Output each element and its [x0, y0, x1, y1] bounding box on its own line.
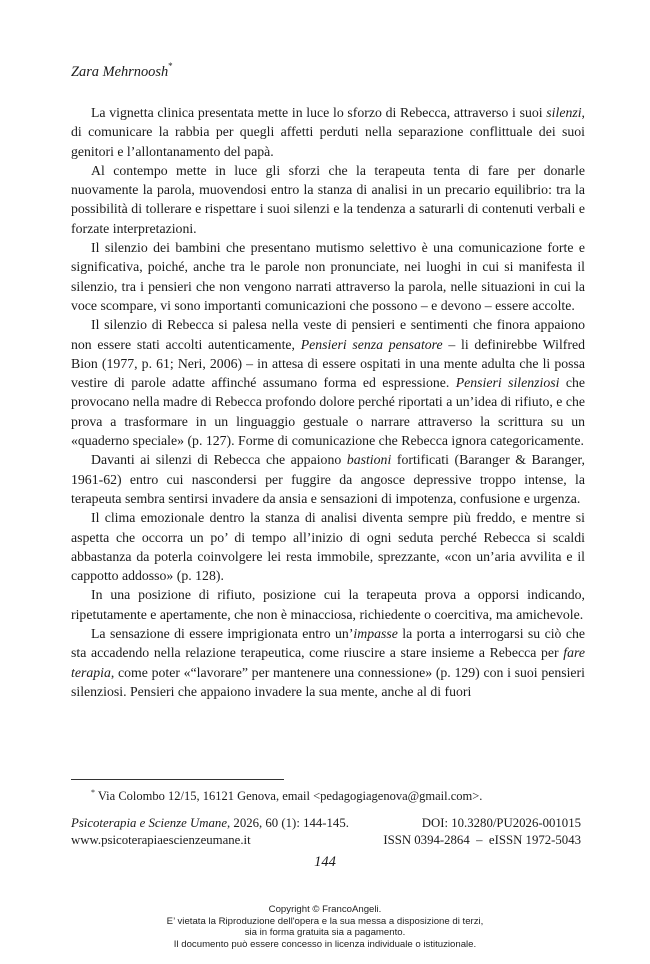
italic-text: silenzi: [546, 105, 582, 120]
paragraph: [71, 508, 585, 585]
issn: ISSN 0394-2864 – eISSN 1972-5043: [383, 833, 581, 847]
page-number: 144: [314, 854, 336, 870]
text-run: , di comunicare la rabbia per quegli affetti perduti nella separazione conflittuale dei suoi genitori e l’allontanamento del papà.: [71, 105, 585, 159]
text-run: La sensazione di essere imprigionata entro un’: [91, 626, 354, 642]
doi: DOI: 10.3280/PU2026-001015: [421, 816, 581, 830]
paragraph: [71, 585, 585, 624]
journal-citation: Psicoterapia e Scienze Umane, 2026, 60 (1): 144-145.: [71, 816, 349, 830]
text-run: che provocano nella madre di Rebecca profondo dolore perché riportati a un’idea di rifiuto, e che prova a trasformare in un linguaggio gestuale o narrare attraverso la scrittura su un «quaderno speciale» (p. 127). Forme di comunicazione che Rebecca ignora categoricamente.: [71, 375, 585, 449]
copyright-notice: [0, 904, 650, 950]
paragraph: [71, 103, 585, 161]
copyright-line: Copyright © FrancoAngeli.: [268, 904, 382, 915]
text-run: Al contempo mette in luce gli sforzi che la terapeuta tenta di fare per donarle nuovamente la parola, muovendosi entro la stanza di analisi in un precario equilibrio: tra la possibilità di tollerare e rispettare i suoi silenzi e la tendenza a saturarli di contenuti verbali e forzate interpretazioni.: [71, 162, 585, 236]
text-run: fortificati (Baranger & Baranger, 1961-62) entro cui nascondersi per fuggire da angosce depressive troppo intense, la terapeuta sembra sentirsi invadere da ansia e sensazioni di impotenza, confusione e urgenza.: [71, 452, 585, 506]
paragraph: [71, 624, 585, 701]
text-run: , come poter «“lavorare” per mantenere una connessione» (p. 129) con i suoi pensieri silenziosi. Pensieri che appaiono invadere la sua mente, anche al di fuori: [71, 664, 585, 699]
italic-text: Pensieri senza pensatore: [300, 336, 443, 352]
footnote-marker: *: [91, 788, 95, 797]
text-run: la porta a interrogarsi su ciò che sta accadendo nella relazione terapeutica, come riuscire a stare insieme a Rebecca per: [71, 626, 586, 661]
author-name: Zara Mehrnoosh*: [71, 61, 173, 80]
paragraph: [71, 315, 585, 450]
author-footnote-marker: *: [168, 61, 173, 71]
text-run: – li definirebbe Wilfred Bion (1977, p. 61; Neri, 2006) – in attesa di essere ospitati in una mente adulta che li possa vestire di parole adatte affinché assumano forma ed espressione.: [71, 336, 585, 391]
copyright-line: E’ vietata la Riproduzione dell'opera e la sua messa a disposizione di terzi,: [166, 915, 484, 927]
text-run: Il clima emozionale dentro la stanza di analisi diventa sempre più freddo, e mentre si aspetta che occorra un po’ di tempo all’inizio di ogni seduta perché Rebecca si scaldi abbastanza da poterla coinvolgere lei resta immobile, sprezzante, «con un’aria avvilita e il cappotto addosso» (p. 128).: [71, 510, 585, 584]
italic-text: impasse: [353, 626, 398, 642]
text-run: La vignetta clinica presentata mette in luce lo sforzo di Rebecca, attraverso i suoi: [91, 105, 547, 120]
paragraph: [71, 161, 585, 238]
paragraph: [71, 238, 585, 315]
text-run: In una posizione di rifiuto, posizione cui la terapeuta prova a opporsi indicando, ripetutamente e apertamente, che non è minacciosa, richiedente o coercitiva, ma amichevole.: [71, 587, 585, 622]
paragraph: [71, 450, 585, 508]
article-body: [71, 103, 585, 701]
footnote-divider: [71, 779, 284, 780]
text-run: Il silenzio di Rebecca si palesa nella veste di pensieri e sentimenti che finora appaiono non essere stati accolti autenticamente,: [71, 317, 585, 352]
text-run: Davanti ai silenzi di Rebecca che appaiono: [91, 452, 347, 468]
journal-website: www.psicoterapiaescienzeumane.it: [71, 833, 251, 847]
copyright-line: Il documento può essere concesso in licenza individuale o istituzionale.: [173, 938, 477, 950]
text-run: Il silenzio dei bambini che presentano mutismo selettivo è una comunicazione forte e significativa, poiché, anche tra le parole non pronunciate, nei luoghi in cui si manifesta il silenzio, tra i pensieri che non vengono narrati attraverso la parola, nelle situazioni in cui la voce scompare, vi sono importanti comunicazioni che possono – e devono – essere accolte.: [71, 240, 585, 313]
footnote: [91, 788, 482, 804]
italic-text: fare terapia: [71, 645, 585, 680]
italic-text: Pensieri silenziosi: [455, 375, 560, 391]
copyright-line: sia in forma gratuita sia a pagamento.: [244, 927, 406, 939]
italic-text: bastioni: [346, 452, 392, 468]
footnote-text: Via Colombo 12/15, 16121 Genova, email <pedagogiagenova@gmail.com>.: [97, 789, 483, 803]
